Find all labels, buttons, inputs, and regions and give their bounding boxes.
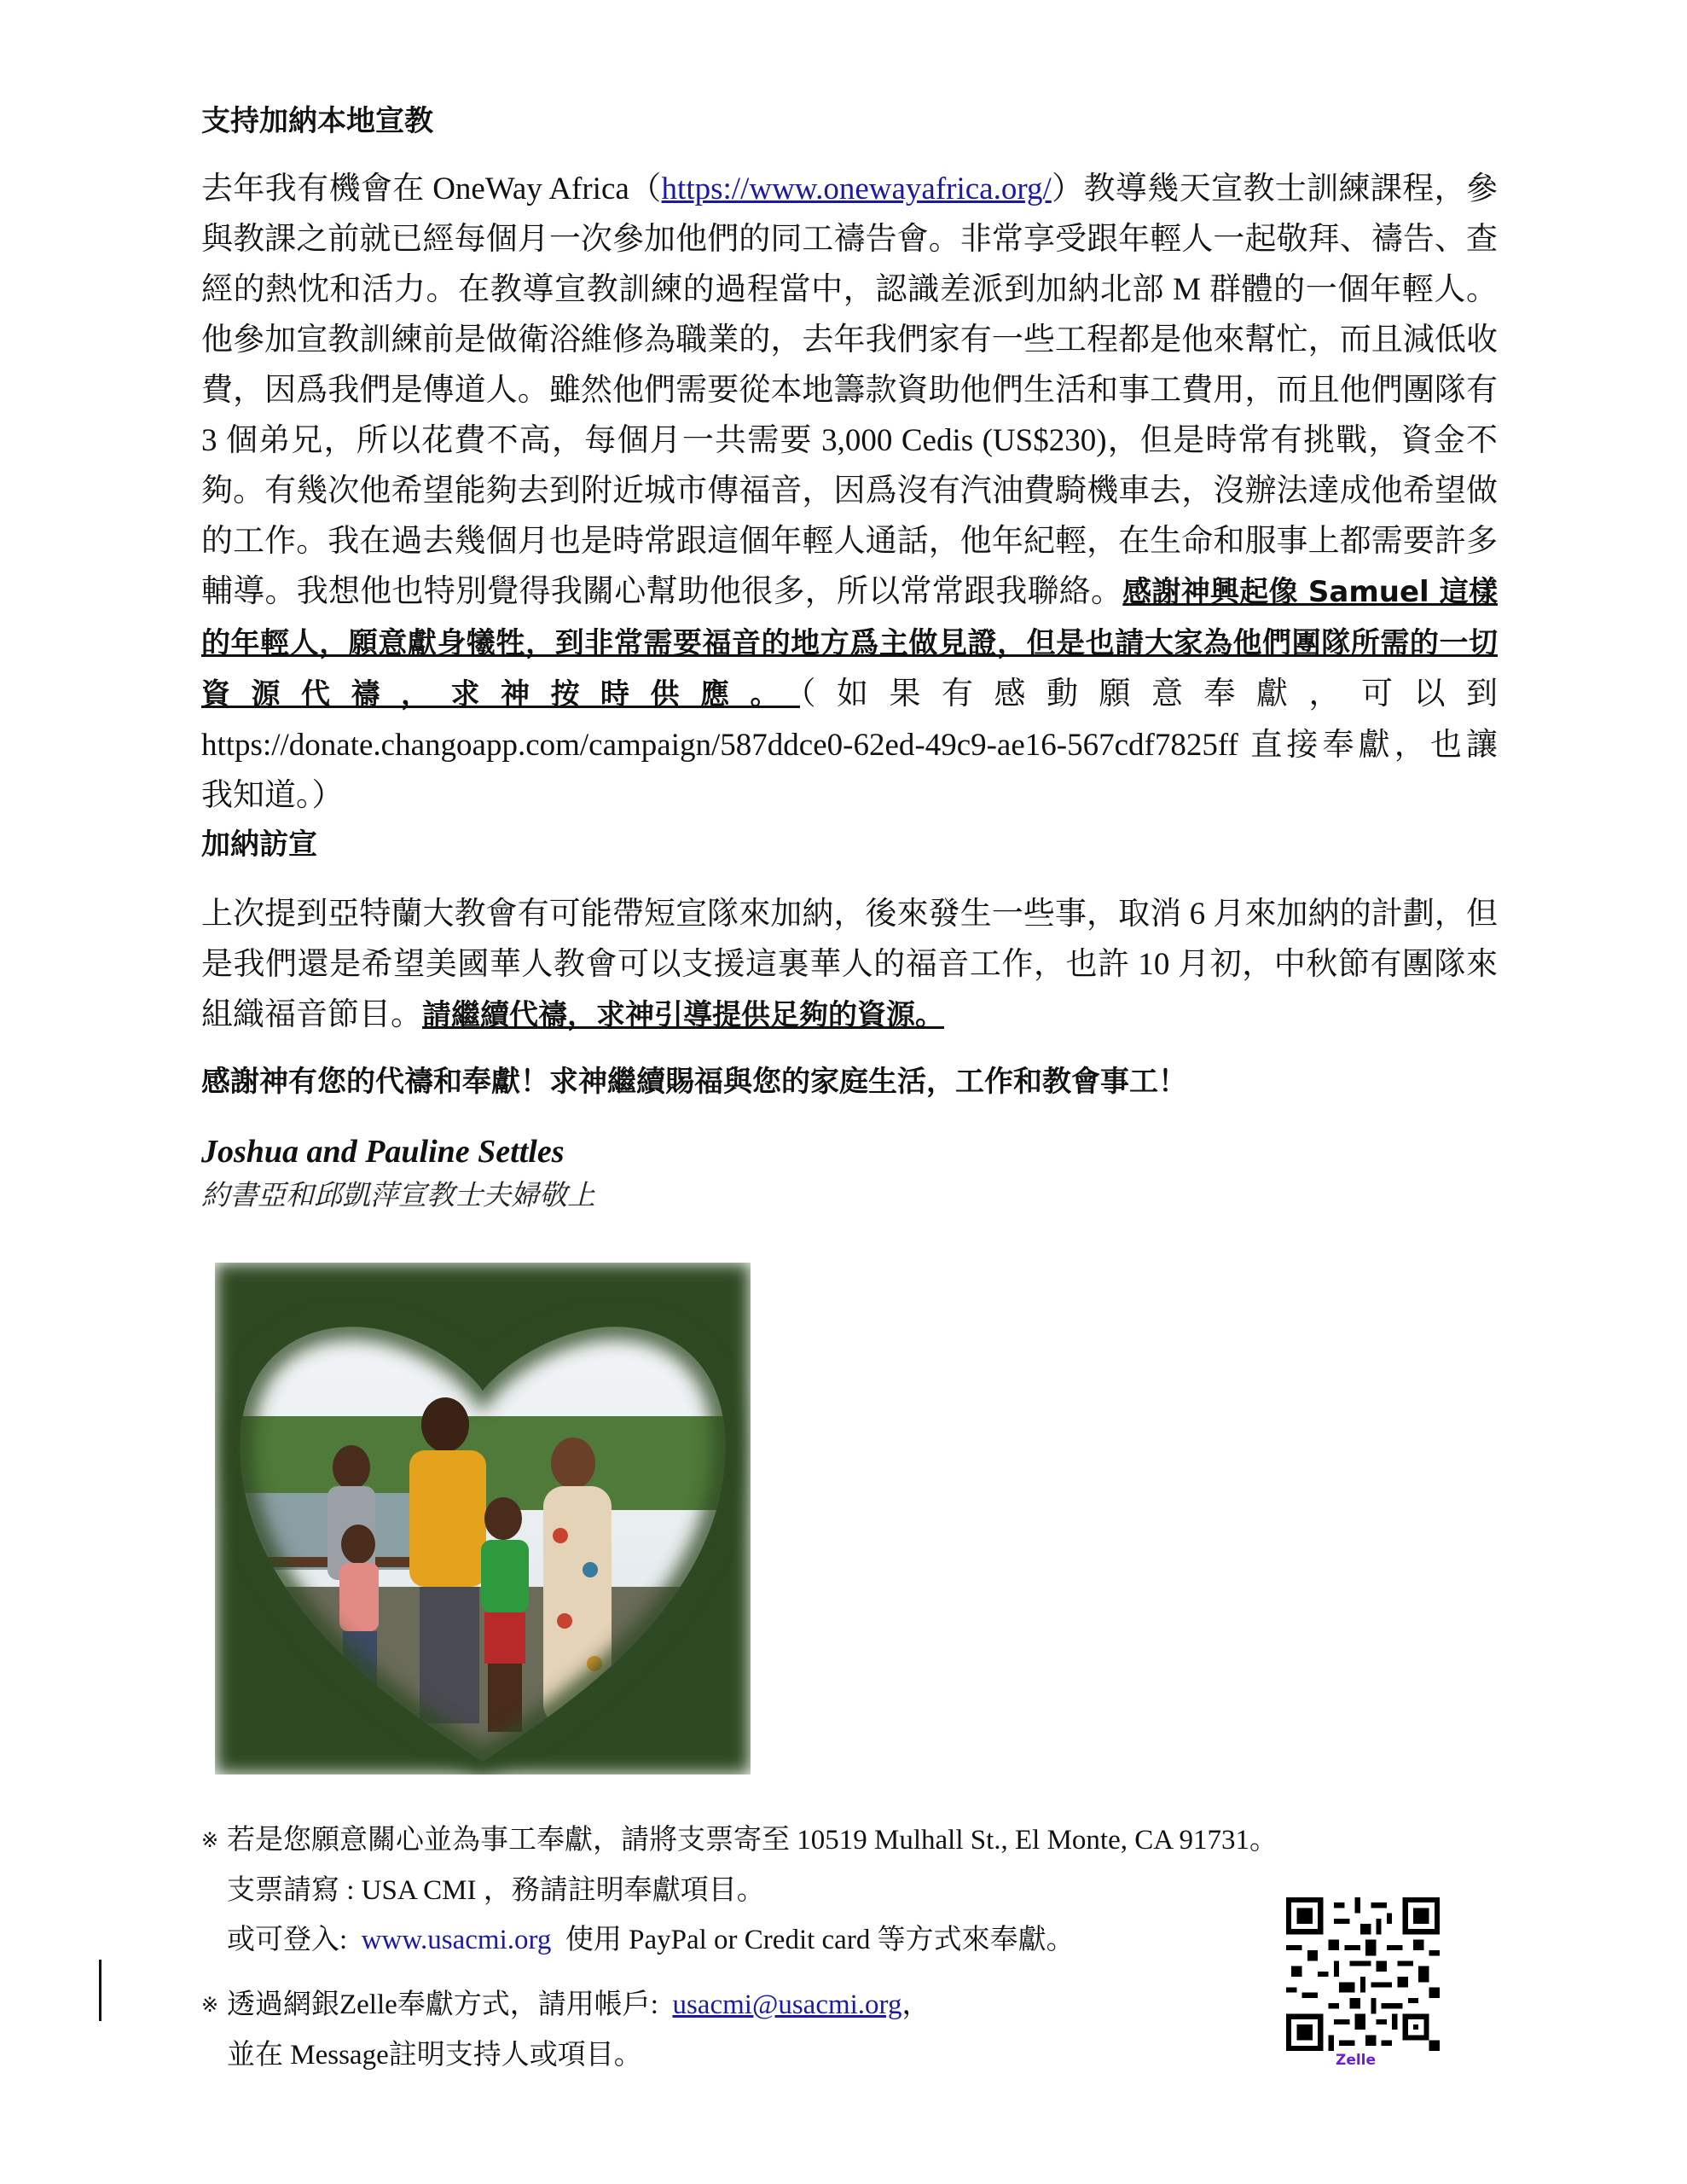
signature-name: Joshua and Pauline Settles	[201, 1134, 565, 1170]
prayer-request-emphasis: 感謝神興起像 Samuel 這樣的年輕人，願意獻身犧牲，到非常需要福音的地方爲主做見證，但是也請大家為他們團隊所需的一切資源代禱，求神按時供應。	[201, 575, 1499, 712]
note-zelle: ※ 透過網銀Zelle奉獻方式，請用帳戶: usacmi@usacmi.org，	[201, 1980, 1278, 2030]
section-body-ghana-visit	[201, 889, 1498, 1041]
note-mark-icon: ※	[201, 1995, 219, 2017]
oneway-africa-link[interactable]: https://www.onewayafrica.org/	[661, 171, 1052, 206]
zelle-email-link[interactable]: usacmi@usacmi.org	[672, 1989, 902, 2020]
thanks-line: 感謝神有您的代禱和奉獻！求神繼續賜福與您的家庭生活，工作和教會事工！	[201, 1065, 1187, 1099]
section-body-local-missions	[201, 164, 1498, 821]
note-message: 並在 Message註明支持人或項目。	[227, 2040, 642, 2071]
yellow-shirt	[409, 1450, 486, 1587]
paragraph-text: ）教導幾天宣教士訓練課程，參與教課之前就已經每個月一次參加他們的同工禱告會。非常享受跟年輕人一起敬拜、禱告、查經的熱忱和活力。在教導宣教訓練的過程當中，認識差派到加納北部 M 群體的一個年輕人。他參加宣教訓練前是做衛浴維修為職業的，去年我們家有一些工程都是他來幫忙，而且減低收費，因爲我們是傳道人。雖然他們需要從本地籌款資助他們生活和事工費用，而且他們團隊有 3 個弟兄，所以花費不高，每個月一共需要 3,000 Cedis (US$230)，但是時常有挑戰，資金不夠。有幾次他希望能夠去到附近城市傳福音，因爲沒有汽油費騎機車去，沒辦法達成他希望做的工作。我在過去幾個月也是時常跟這個年輕人通話，他年紀輕，在生命和服事上都需要許多輔導。我想他也特別覺得我關心幫助他很多，所以常常跟我聯絡。	[201, 171, 1498, 609]
usacmi-website-link[interactable]: www.usacmi.org	[361, 1925, 552, 1955]
text-cursor	[99, 1960, 101, 2021]
zelle-qr-code-icon	[1286, 1897, 1440, 2051]
prayer-request-emphasis: 請繼續代禱，求神引導提供足夠的資源。	[422, 998, 944, 1032]
paragraph-text: 上次提到亞特蘭大教會有可能帶短宣隊來加納，後來發生一些事，取消 6 月來加納的計劃，但是我們還是希望美國華人教會可以支援這裏華人的福音工作，也許 10 月初，中秋節有團隊來組織福音節目。	[201, 897, 1498, 1032]
giving-notes	[201, 1815, 1278, 2080]
section-title-ghana-visit: 加納訪宣	[201, 828, 317, 862]
note-check-payee: 支票請寫 : USA CMI ，務請註明奉獻項目。	[227, 1875, 765, 1906]
note-check-mail: ※ 若是您願意關心並為事工奉獻，請將支票寄至 10519 Mulhall St., El Monte, CA 91731。	[201, 1815, 1278, 1866]
signature-chinese: 約書亞和邱凱萍宣教士夫婦敬上	[201, 1178, 595, 1211]
note-mark-icon: ※	[201, 1830, 219, 1852]
section-title-local-missions: 支持加納本地宣教	[201, 104, 433, 138]
paragraph-text: 去年我有機會在 OneWay Africa（	[201, 171, 662, 206]
family-photo-heart	[215, 1263, 751, 1774]
green-shirt	[481, 1540, 529, 1612]
zelle-logo: Zelle	[1336, 2052, 1377, 2069]
note-online-giving: 或可登入: www.usacmi.org 使用 PayPal or Credit card 等方式來奉獻。	[227, 1925, 1075, 1955]
donation-note: （如果有感動願意奉獻，可以到 https://donate.changoapp.com/campaign/587ddce0-62ed-49c9-ae16-567cdf7825ff 直接奉獻，也讓我知道。）	[201, 677, 1498, 813]
